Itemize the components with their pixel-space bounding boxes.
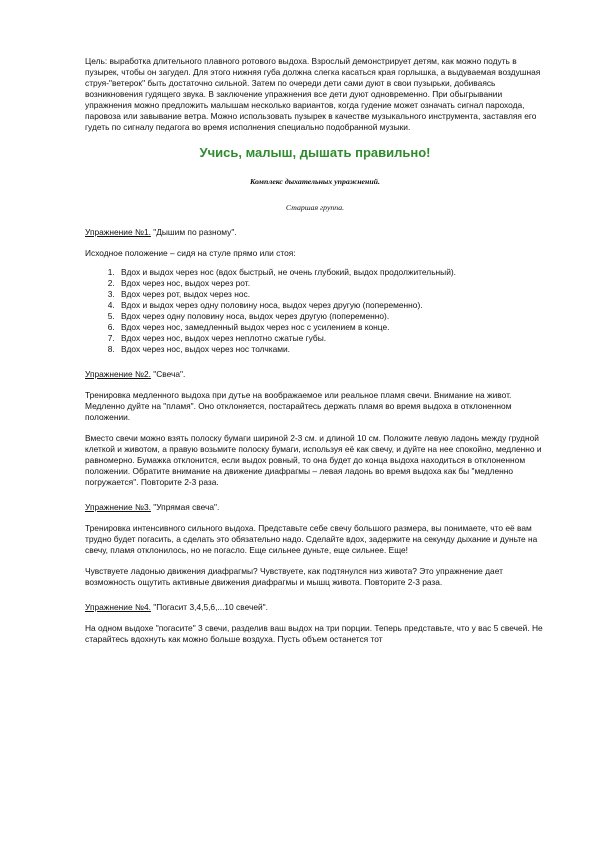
exercise-4-number: Упражнение №4. (85, 602, 151, 612)
exercise-1-name: "Дышим по разному". (150, 227, 237, 237)
exercise-3-heading (85, 502, 545, 513)
exercise-1-heading (85, 227, 545, 238)
exercise-4-heading (85, 602, 545, 613)
exercise-4-name: "Погасит 3,4,5,6,...10 свечей". (150, 602, 268, 612)
list-item: 5. Вдох через одну половину носа, выдох через другую (попеременно). (117, 311, 545, 322)
exercise-3-name: "Упрямая свеча". (150, 502, 220, 512)
list-item: 8. Вдох через нос, выдох через нос толчками. (117, 344, 545, 355)
list-item: 2. Вдох через нос, выдох через рот. (117, 278, 545, 289)
exercise-1-start-position: Исходное положение – сидя на стуле прямо или стоя: (85, 248, 296, 258)
list-item: 1. Вдох и выдох через нос (вдох быстрый, не очень глубокий, выдох продолжительный). (117, 267, 545, 278)
exercise-2-name: "Свеча". (150, 369, 186, 379)
document-subtitle: Комплекс дыхательных упражнений. (250, 177, 380, 186)
exercise-2-paragraph-2: Вместо свечи можно взять полоску бумаги шириной 2-3 см. и длиной 10 см. Положите левую ладонь между грудной клеткой и животом, а правую возьмите полоску бумаги, используя её как свечу, и дуйте на нее спокойно, медленно и равномерно. Бумажка отклонится, если выдох ровный, то она будет до конца выдоха находиться в отклоненном положении. Обратите внимание на движение диафрагмы – левая ладонь во время выдоха как бы "медленно погружается". Повторите 2-3 раза. (85, 433, 542, 487)
exercise-2-number: Упражнение №2. (85, 369, 151, 379)
exercise-3-paragraph-1: Тренировка интенсивного сильного выдоха. Представьте себе свечу большого размера, вы понимаете, что её вам трудно будет погасить, а сделать это обязательно надо. Сделайте вдох, задержите на секунду дыхание и дуньте на свечу, пламя отклонилось, но не погасло. Еще сильнее дуньте, еще сильнее. Еще! (85, 523, 538, 555)
exercise-1-list (85, 267, 545, 355)
exercise-2-heading (85, 369, 545, 380)
list-item: 3. Вдох через рот, выдох через нос. (117, 289, 545, 300)
list-item: 4. Вдох и выдох через одну половину носа, выдох через другую (попеременно). (117, 300, 545, 311)
intro-paragraph: Цель: выработка длительного плавного ротового выдоха. Взрослый демонстрирует детям, как можно подуть в пузырек, чтобы он загудел. Для этого нижняя губа должна слегка касаться края горлышка, а выдуваемая воздушная струя-"ветерок" быть достаточно сильной. Затем по очереди дети сами дуют в свои пузырьки, добиваясь возникновения гудящего звука. В заключение упражнения все дети дуют одновременно. При обыгрывании упражнения можно предложить малышам несколько вариантов, когда гудение может означать сигнал парохода, паровоза или завывание ветра. Можно использовать пузырек в качестве музыкального инструмента, заставляя его гудеть по сигналу педагога во время исполнения специально подобранной музыки. (85, 56, 541, 132)
exercise-4-paragraph-1: На одном выдохе "погасите" 3 свечи, разделив ваш выдох на три порции. Теперь представьте, что у вас 5 свечей. Не старайтесь вдохнуть как можно больше воздуха. Пусть объем останется тот (85, 623, 543, 644)
list-item: 6. Вдох через нос, замедленный выдох через нос с усилением в конце. (117, 322, 545, 333)
exercise-3-paragraph-2: Чувствуете ладонью движения диафрагмы? Чувствуете, как подтянулся низ живота? Это упражнение дает возможность ощутить активные движения диафрагмы и мышц живота. Повторите 2-3 раза. (85, 566, 503, 587)
exercise-3-number: Упражнение №3. (85, 502, 151, 512)
document-title: Учись, малыш, дышать правильно! (199, 145, 431, 160)
exercise-2-paragraph-1: Тренировка медленного выдоха при дутье на воображаемое или реальное пламя свечи. Внимание на живот. Медленно дуйте на "пламя". Оно отклоняется, постарайтесь держать пламя во время выдоха в отклоненном положении. (85, 390, 512, 422)
group-label: Старшая группа. (285, 203, 345, 212)
list-item: 7. Вдох через нос, выдох через неплотно сжатые губы. (117, 333, 545, 344)
document-body (85, 56, 545, 645)
exercise-1-number: Упражнение №1. (85, 227, 151, 237)
